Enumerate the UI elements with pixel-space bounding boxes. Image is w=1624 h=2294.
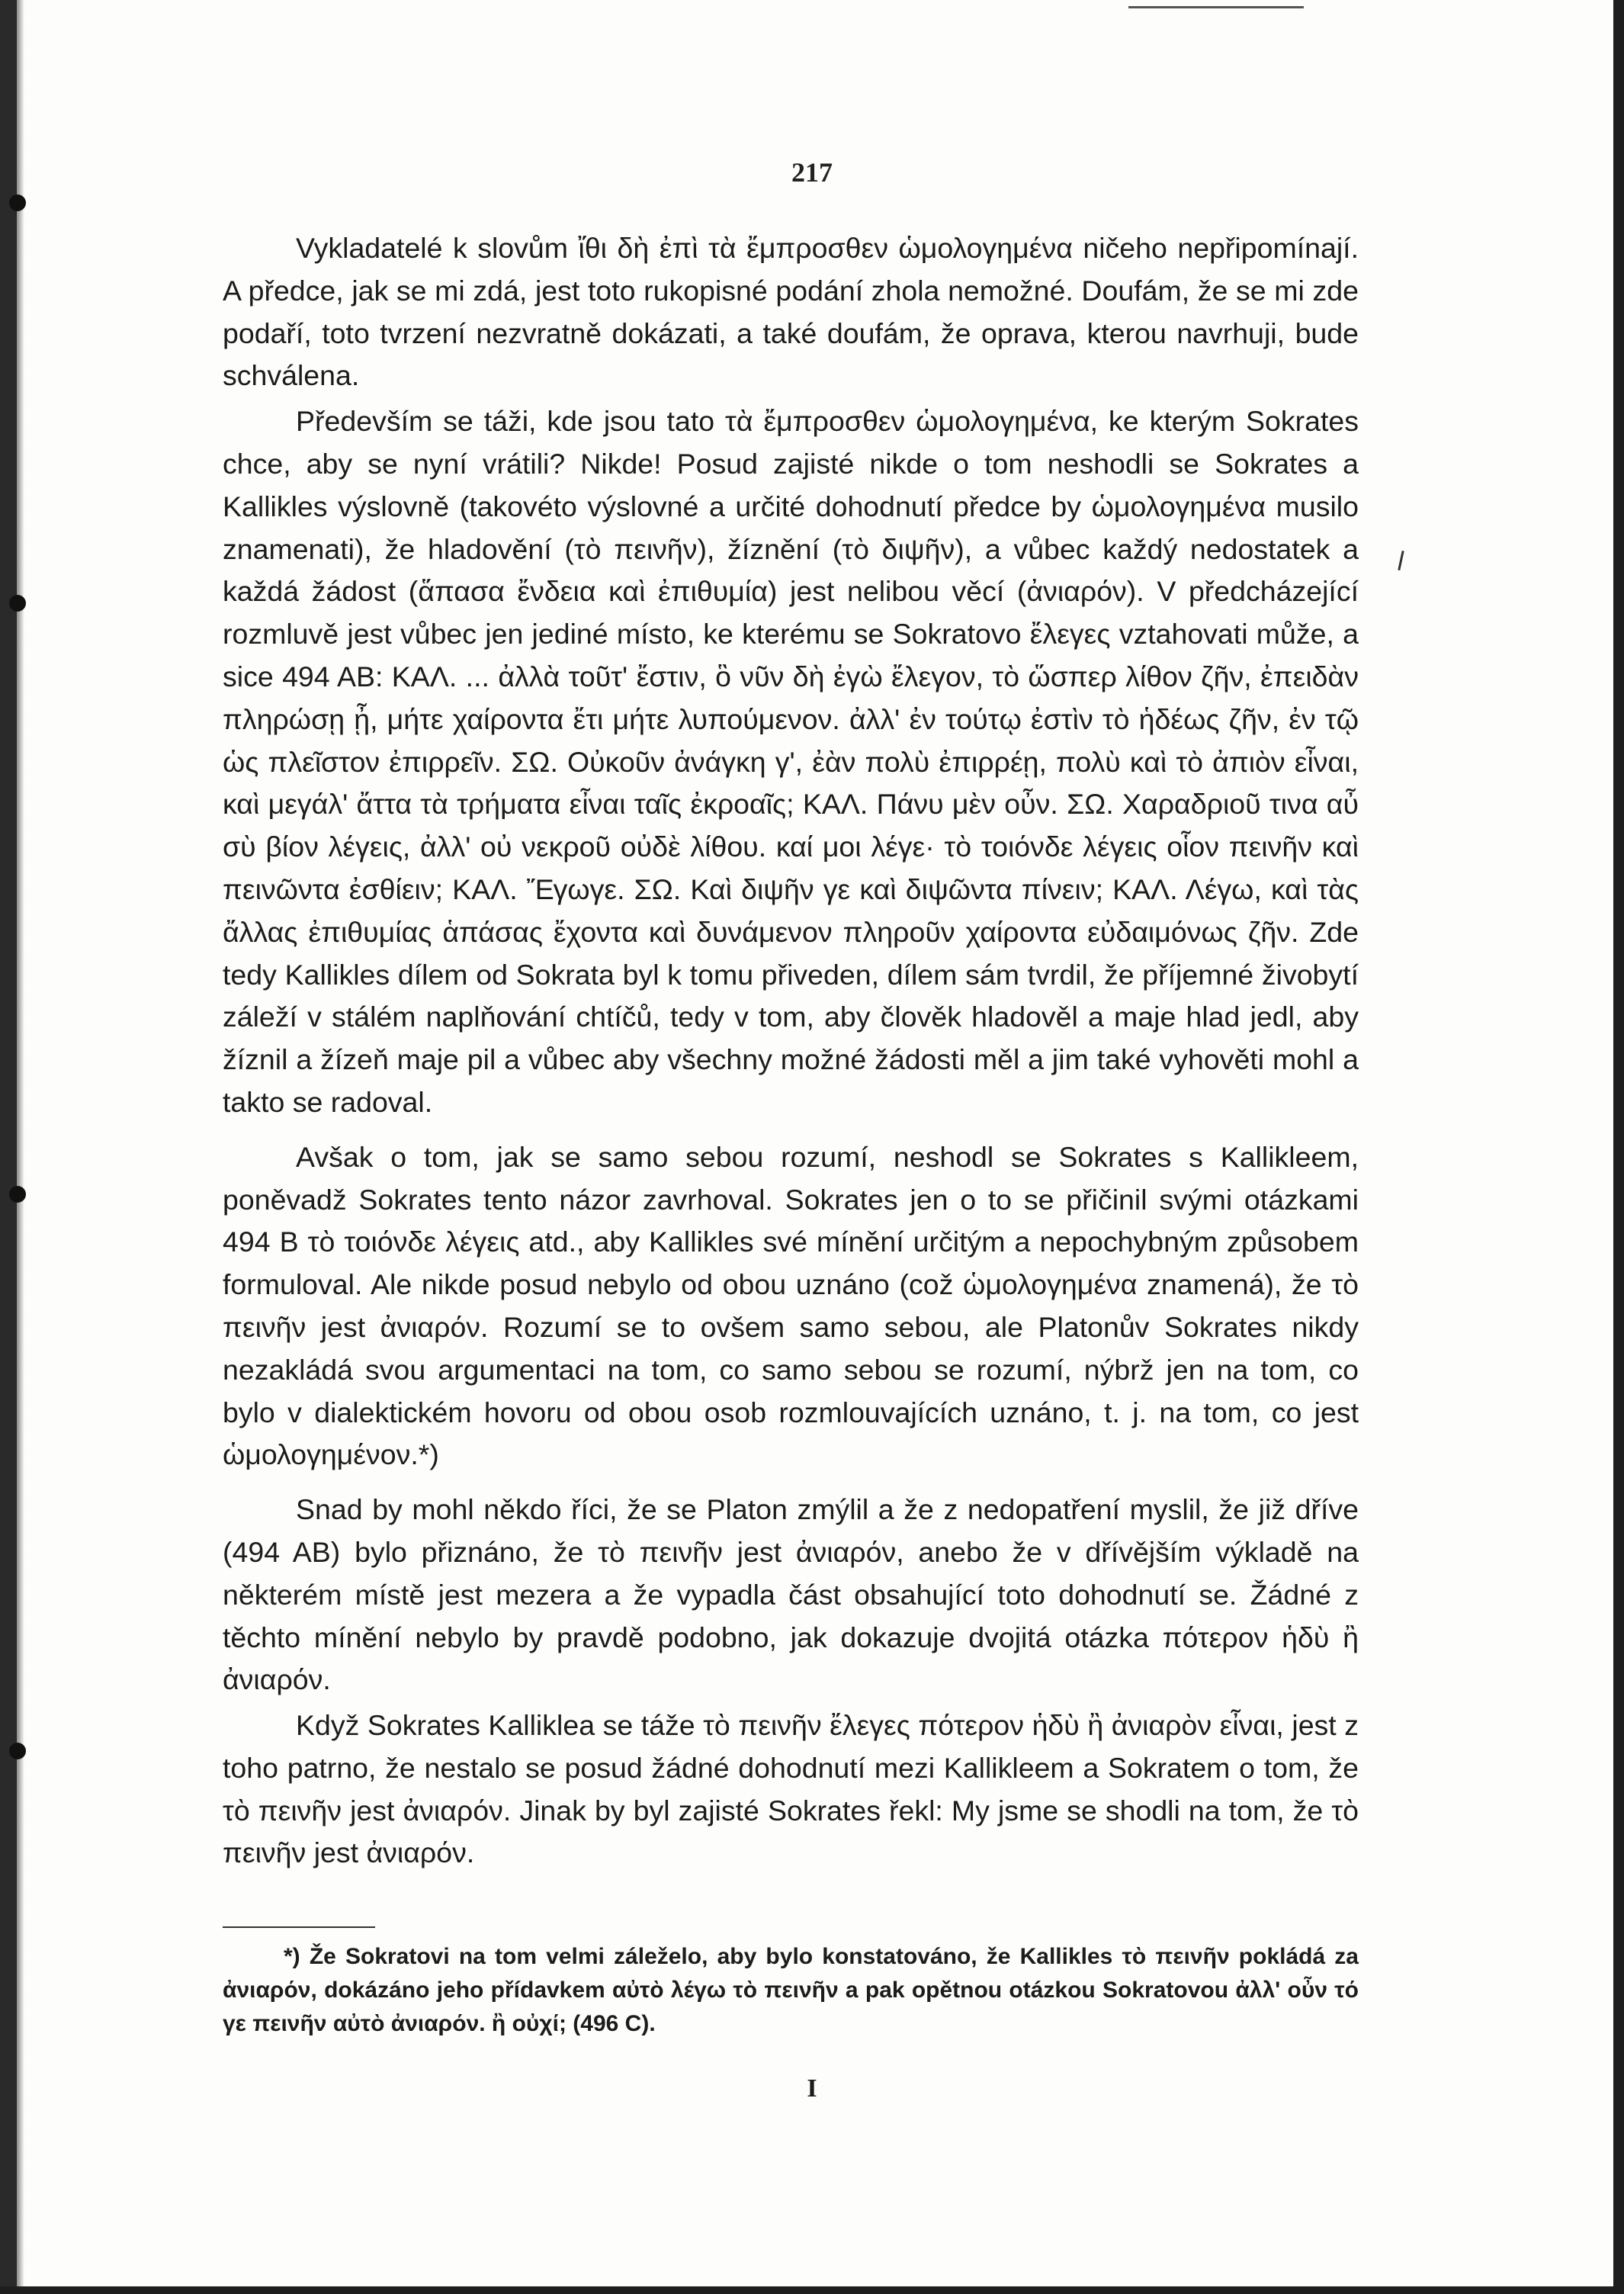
binding-edge [0, 0, 17, 2294]
binding-hole [9, 194, 26, 211]
binding-hole [9, 1186, 26, 1203]
paragraph: Avšak o tom, jak se samo sebou rozumí, neshodl se Sokrates s Kallikleem, poněvadž Sokrates tento názor zavrhoval. Sokrates jen o to se přičinil svými otázkami 494 B τὸ τοιόνδε λέγεις atd., aby Kallikles své mínění určitým a nepochybným způsobem formuloval. Ale nikde posud nebylo od obou uznáno (což ὡμολογημένα znamená), že τὸ πεινῆν jest ἀνιαρόν. Rozumí se to ovšem samo sebou, ale Platonův Sokrates nikdy nezakládá svou argumentaci na tom, co samo sebou se rozumí, nýbrž jen na tom, co bylo v dialektickém hovoru od obou osob rozmlouvajících uznáno, t. j. na tom, co jest ὡμολογημένον.*) [223, 1140, 1359, 1471]
paragraph: Vykladatelé k slovům ἴθι δὴ ἐπὶ τὰ ἔμπροσθεν ὡμολογημένα ničeho nepřipomínají. A předce, jak se mi zdá, jest toto rukopisné podání zhola nemožné. Doufám, že se mi zde podaří, toto tvrzení nezvratně dokázati, a také doufám, že oprava, kterou navrhuji, bude schválena. [223, 232, 1359, 392]
footnote-divider [223, 1926, 375, 1928]
binding-shadow [17, 0, 24, 2294]
paragraph: Když Sokrates Kalliklea se táže τὸ πεινῆν ἔλεγες πότερον ἡδὺ ἢ ἀνιαρὸν εἶναι, jest z toho patrno, že nestalo se posud žádné dohodnutí mezi Kallikleem a Sokratem o tom, že τὸ πεινῆν jest ἀνιαρόν. Jinak by byl zajisté Sokrates řekl: My jsme se shodli na tom, že τὸ πεινῆν jest ἀνιαρόν. [223, 1709, 1359, 1869]
signature-mark: I [807, 2074, 817, 2103]
binding-hole [9, 1743, 26, 1759]
right-edge [1613, 0, 1624, 2294]
body-text [223, 227, 1359, 1875]
margin-mark [1398, 551, 1404, 570]
bottom-edge [0, 2286, 1624, 2294]
paragraph: Snad by mohl někdo říci, že se Platon zmýlil a že z nedopatření myslil, že již dříve (494 AB) bylo přiznáno, že τὸ πεινῆν jest ἀνιαρόν, anebo že v dřívějším výkladě na některém místě jest mezera a že vypadla část obsahující toto dohodnutí se. Žádné z těchto mínění nebylo by pravdě podobno, jak dokazuje dvojitá otázka πότερον ἡδὺ ἢ ἀνιαρόν. [223, 1493, 1359, 1696]
scan-artifact-line [1128, 6, 1304, 8]
page-number: 217 [791, 157, 833, 188]
paragraph: Především se táži, kde jsou tato τὰ ἔμπροσθεν ὡμολογημένα, ke kterým Sokrates chce, aby se nyní vrátili? Nikde! Posud zajisté nikde o tom neshodli se Sokrates a Kallikles výslovně (takovéto výslovné a určité dohodnutí předce by ὡμολογημένα musilo znamenati), že hladovění (τὸ πεινῆν), žíznění (τὸ διψῆν), a vůbec každý nedostatek a každá žádost (ἅπασα ἔνδεια καὶ ἐπιθυμία) jest nelibou věcí (ἀνιαρόν). V předcházející rozmluvě jest vůbec jen jediné místo, ke kterému se Sokratovo ἔλεγες vztahovati může, a sice 494 AB: ΚΑΛ. ... ἀλλὰ τοῦτ' ἔστιν, ὃ νῦν δὴ ἐγὼ ἔλεγον, τὸ ὥσπερ λίθον ζῆν, ἐπειδὰν πληρώσῃ ᾖ, μήτε χαίροντα ἔτι μήτε λυπούμενον. ἀλλ' ἐν τούτῳ ἐστὶν τὸ ἡδέως ζῆν, ἐν τῷ ὡς πλεῖστον ἐπιρρεῖν. ΣΩ. Οὐκοῦν ἀνάγκη γ', ἐὰν πολὺ ἐπιρρέῃ, πολὺ καὶ τὸ ἀπιὸν εἶναι, καὶ μεγάλ' ἄττα τὰ τρήματα εἶναι ταῖς ἐκροαῖς; ΚΑΛ. Πάνυ μὲν οὖν. ΣΩ. Χαραδριοῦ τινα αὖ σὺ βίον λέγεις, ἀλλ' οὐ νεκροῦ οὐδὲ λίθου. καί μοι λέγε· τὸ τοιόνδε λέγεις οἷον πεινῆν καὶ πεινῶντα ἐσθίειν; ΚΑΛ. Ἔγωγε. ΣΩ. Καὶ διψῆν γε καὶ διψῶντα πίνειν; ΚΑΛ. Λέγω, καὶ τὰς ἄλλας ἐπιθυμίας ἁπάσας ἔχοντα καὶ δυνάμενον πληροῦν χαίροντα εὐδαιμόνως ζῆν. Zde tedy Kallikles dílem od Sokrata byl k tomu přiveden, dílem sám tvrdil, že příjemné živobytí záleží v stálém naplňování chtíčů, tedy v tom, aby člověk hladověl a maje hlad jedl, aby žíznil a žízeň maje pil a vůbec aby všechny možné žádosti měl a jim také vyhověti mohl a takto se radoval. [223, 405, 1359, 1118]
binding-hole [9, 595, 26, 612]
footnote: *) Že Sokratovi na tom velmi záleželo, aby bylo konstatováno, že Kallikles τὸ πεινῆν pokládá za ἀνιαρόν, dokázáno jeho přídavkem αὐτὸ λέγω τὸ πεινῆν a pak opětnou otázkou Sokratovou ἀλλ' οὖν τό γε πεινῆν αὐτὸ ἀνιαρόν. ἢ οὐχί; (496 C). [223, 1944, 1359, 2036]
